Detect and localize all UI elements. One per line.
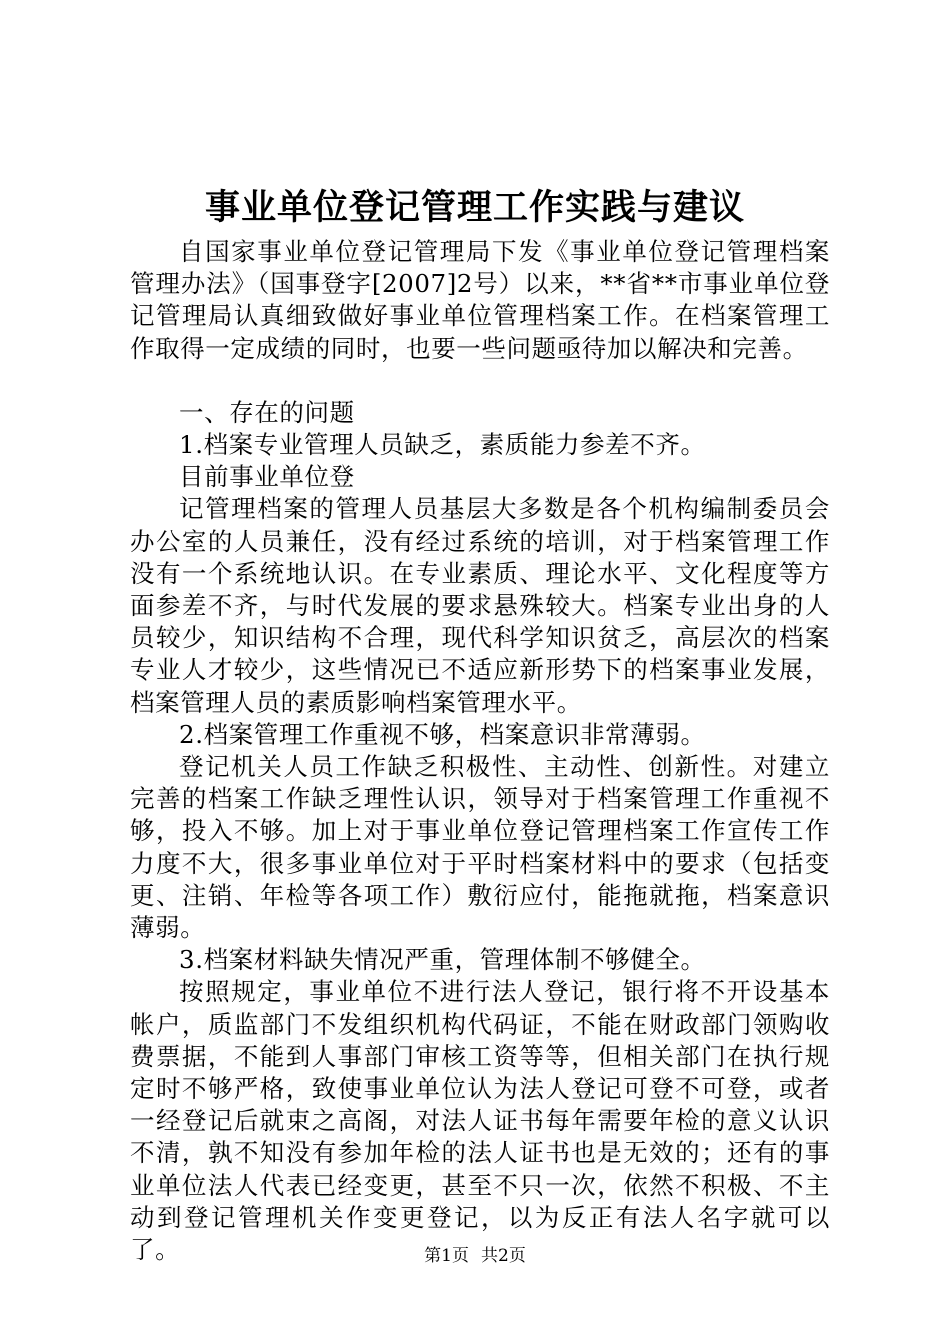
paragraph-fragment: 目前事业单位登 (179, 462, 355, 492)
document-body (130, 236, 830, 1266)
document-title: 事业单位登记管理工作实践与建议 (204, 187, 745, 228)
subheading-2: 2.档案管理工作重视不够，档案意识非常薄弱。 (179, 719, 706, 749)
subheading-3: 3.档案材料缺失情况严重，管理体制不够健全。 (179, 945, 706, 975)
paragraph-3: 按照规定，事业单位不进行法人登记，银行将不开设基本帐户，质监部门不发组织机构代码证，不能在财政部门领购收费票据，不能到人事部门审核工资等等，但相关部门在执行规定时不够严格，致使事业单位认为法人登记可登不可登，或者一经登记后就束之高阁，对法人证书每年需要年检的意义认识不清，孰不知没有参加年检的法人证书也是无效的；还有的事业单位法人代表已经变更，甚至不只一次，依然不积极、不主动到登记管理机关作变更登记，以为反正有法人名字就可以了。 (130, 977, 830, 1265)
page-total: 共2页 (481, 1246, 526, 1266)
paragraph-1: 记管理档案的管理人员基层大多数是各个机构编制委员会办公室的人员兼任，没有经过系统的培训，对于档案管理工作没有一个系统地认识。在专业素质、理论水平、文化程度等方面参差不齐，与时代发展的要求悬殊较大。档案专业出身的人员较少，知识结构不合理，现代科学知识贫乏，高层次的档案专业人才较少，这些情况已不适应新形势下的档案事业发展，档案管理人员的素质影响档案管理水平。 (130, 494, 830, 717)
paragraph-intro: 自国家事业单位登记管理局下发《事业单位登记管理档案管理办法》（国事登字[2007]2号）以来，**省**市事业单位登记管理局认真细致做好事业单位管理档案工作。在档案管理工作取得一定成绩的同时，也要一些问题亟待加以解决和完善。 (130, 237, 830, 363)
paragraph-2: 登记机关人员工作缺乏积极性、主动性、创新性。对建立完善的档案工作缺乏理性认识，领导对于档案管理工作重视不够，投入不够。加上对于事业单位登记管理档案工作宣传工作力度不大，很多事业单位对于平时档案材料中的要求（包括变更、注销、年检等各项工作）敷衍应付，能拖就拖，档案意识薄弱。 (130, 752, 830, 943)
page-footer (0, 1244, 950, 1268)
section-heading: 一、存在的问题 (179, 397, 355, 427)
page-number: 第1页 (424, 1246, 469, 1266)
paragraph-spacer (130, 365, 830, 397)
subheading-1: 1.档案专业管理人员缺乏，素质能力参差不齐。 (179, 430, 706, 460)
